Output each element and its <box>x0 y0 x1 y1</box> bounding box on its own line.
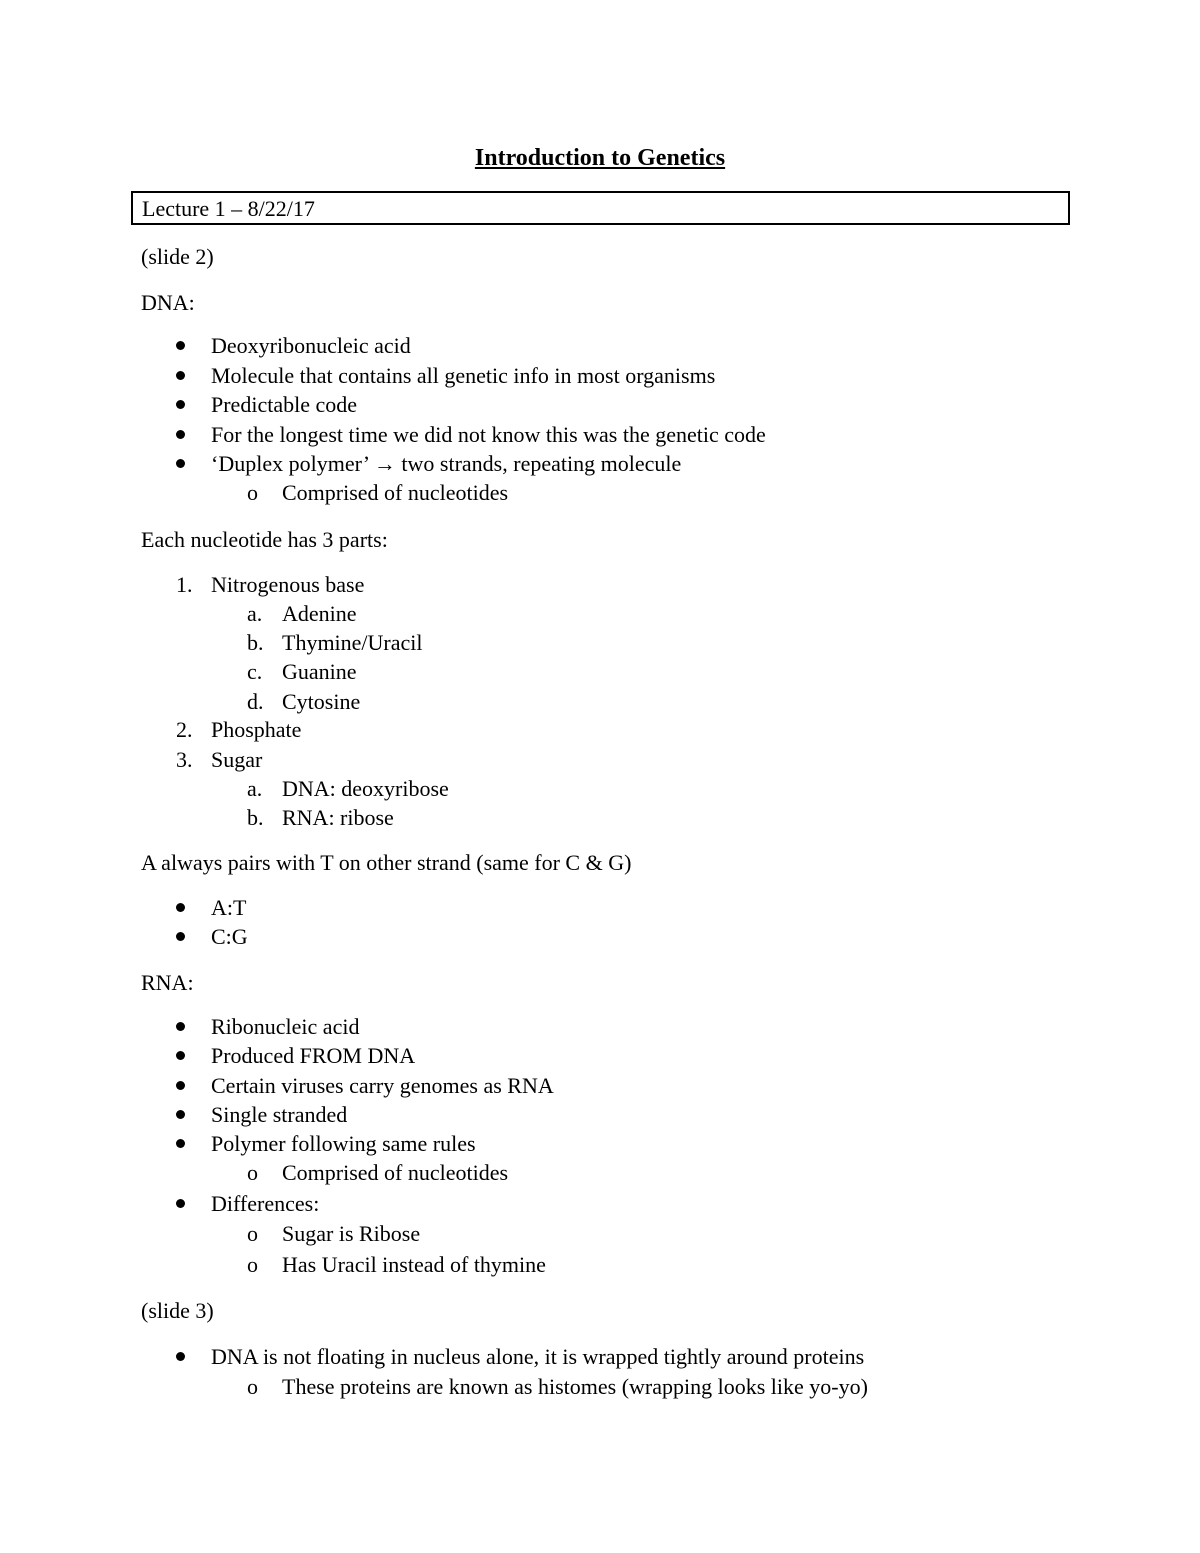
list-letter: a. <box>247 776 263 801</box>
list-item: Phosphate <box>211 717 302 742</box>
list-item: Deoxyribonucleic acid <box>211 333 411 358</box>
list-item: Ribonucleic acid <box>211 1014 360 1039</box>
sub-bullet-marker: o <box>247 1252 258 1277</box>
sub-bullet-marker: o <box>247 1374 258 1399</box>
list-letter: b. <box>247 805 264 830</box>
sub-list-item: DNA: deoxyribose <box>282 776 449 801</box>
sub-list-item: Thymine/Uracil <box>282 630 423 655</box>
sub-list-item: Cytosine <box>282 689 361 714</box>
rna-heading: RNA: <box>141 970 194 995</box>
bullet-dot <box>176 1139 185 1148</box>
sub-list-item: These proteins are known as histomes (wrapping looks like yo-yo) <box>282 1374 868 1399</box>
sub-list-item: Has Uracil instead of thymine <box>282 1252 546 1277</box>
bullet-dot <box>176 430 185 439</box>
list-item: Polymer following same rules <box>211 1131 476 1156</box>
list-item: DNA is not floating in nucleus alone, it is wrapped tightly around proteins <box>211 1344 865 1369</box>
sub-list-item: Sugar is Ribose <box>282 1221 421 1246</box>
list-letter: c. <box>247 659 263 684</box>
list-number: 1. <box>176 572 193 597</box>
list-item: Certain viruses carry genomes as RNA <box>211 1073 554 1098</box>
bullet-dot <box>176 1081 185 1090</box>
sub-bullet-marker: o <box>247 480 258 505</box>
slide-3-label: (slide 3) <box>141 1298 214 1323</box>
bullet-dot <box>176 1352 185 1361</box>
list-item: Molecule that contains all genetic info in most organisms <box>211 363 716 388</box>
slide-2-label: (slide 2) <box>141 244 214 269</box>
list-item: Nitrogenous base <box>211 572 365 597</box>
bullet-dot <box>176 400 185 409</box>
list-number: 3. <box>176 747 193 772</box>
list-item: A:T <box>211 895 247 920</box>
bullet-dot <box>176 903 185 912</box>
lecture-header-box <box>131 191 1070 225</box>
duplex-term: ‘Duplex polymer’ <box>211 451 369 476</box>
sub-list-item: RNA: ribose <box>282 805 394 830</box>
sub-list-item: Comprised of nucleotides <box>282 480 509 505</box>
bullet-dot <box>176 341 185 350</box>
bullet-dot <box>176 459 185 468</box>
bullet-dot <box>176 932 185 941</box>
list-letter: d. <box>247 689 264 714</box>
list-item: Sugar <box>211 747 263 772</box>
list-item-duplex <box>211 451 681 477</box>
dna-heading: DNA: <box>141 290 195 315</box>
list-item: Predictable code <box>211 392 357 417</box>
list-item: Single stranded <box>211 1102 348 1127</box>
nucleotide-heading: Each nucleotide has 3 parts: <box>141 527 388 552</box>
sub-list-item: Comprised of nucleotides <box>282 1160 509 1185</box>
bullet-dot <box>176 1022 185 1031</box>
list-item: Produced FROM DNA <box>211 1043 416 1068</box>
lecture-label: Lecture 1 – 8/22/17 <box>142 196 315 221</box>
list-letter: b. <box>247 630 264 655</box>
sub-list-item: Guanine <box>282 659 357 684</box>
list-item: Differences: <box>211 1191 320 1216</box>
bullet-dot <box>176 1199 185 1208</box>
sub-list-item: Adenine <box>282 601 357 626</box>
bullet-dot <box>176 1051 185 1060</box>
list-item: C:G <box>211 924 248 949</box>
pairs-heading: A always pairs with T on other strand (same for C & G) <box>141 850 632 875</box>
sub-bullet-marker: o <box>247 1160 258 1185</box>
bullet-dot <box>176 1110 185 1119</box>
list-item: For the longest time we did not know this was the genetic code <box>211 422 766 447</box>
list-number: 2. <box>176 717 193 742</box>
right-arrow-icon: → <box>373 451 396 476</box>
duplex-description: two strands, repeating molecule <box>401 451 682 476</box>
sub-bullet-marker: o <box>247 1221 258 1246</box>
document-title: Introduction to Genetics <box>474 145 726 171</box>
list-letter: a. <box>247 601 263 626</box>
bullet-dot <box>176 371 185 380</box>
